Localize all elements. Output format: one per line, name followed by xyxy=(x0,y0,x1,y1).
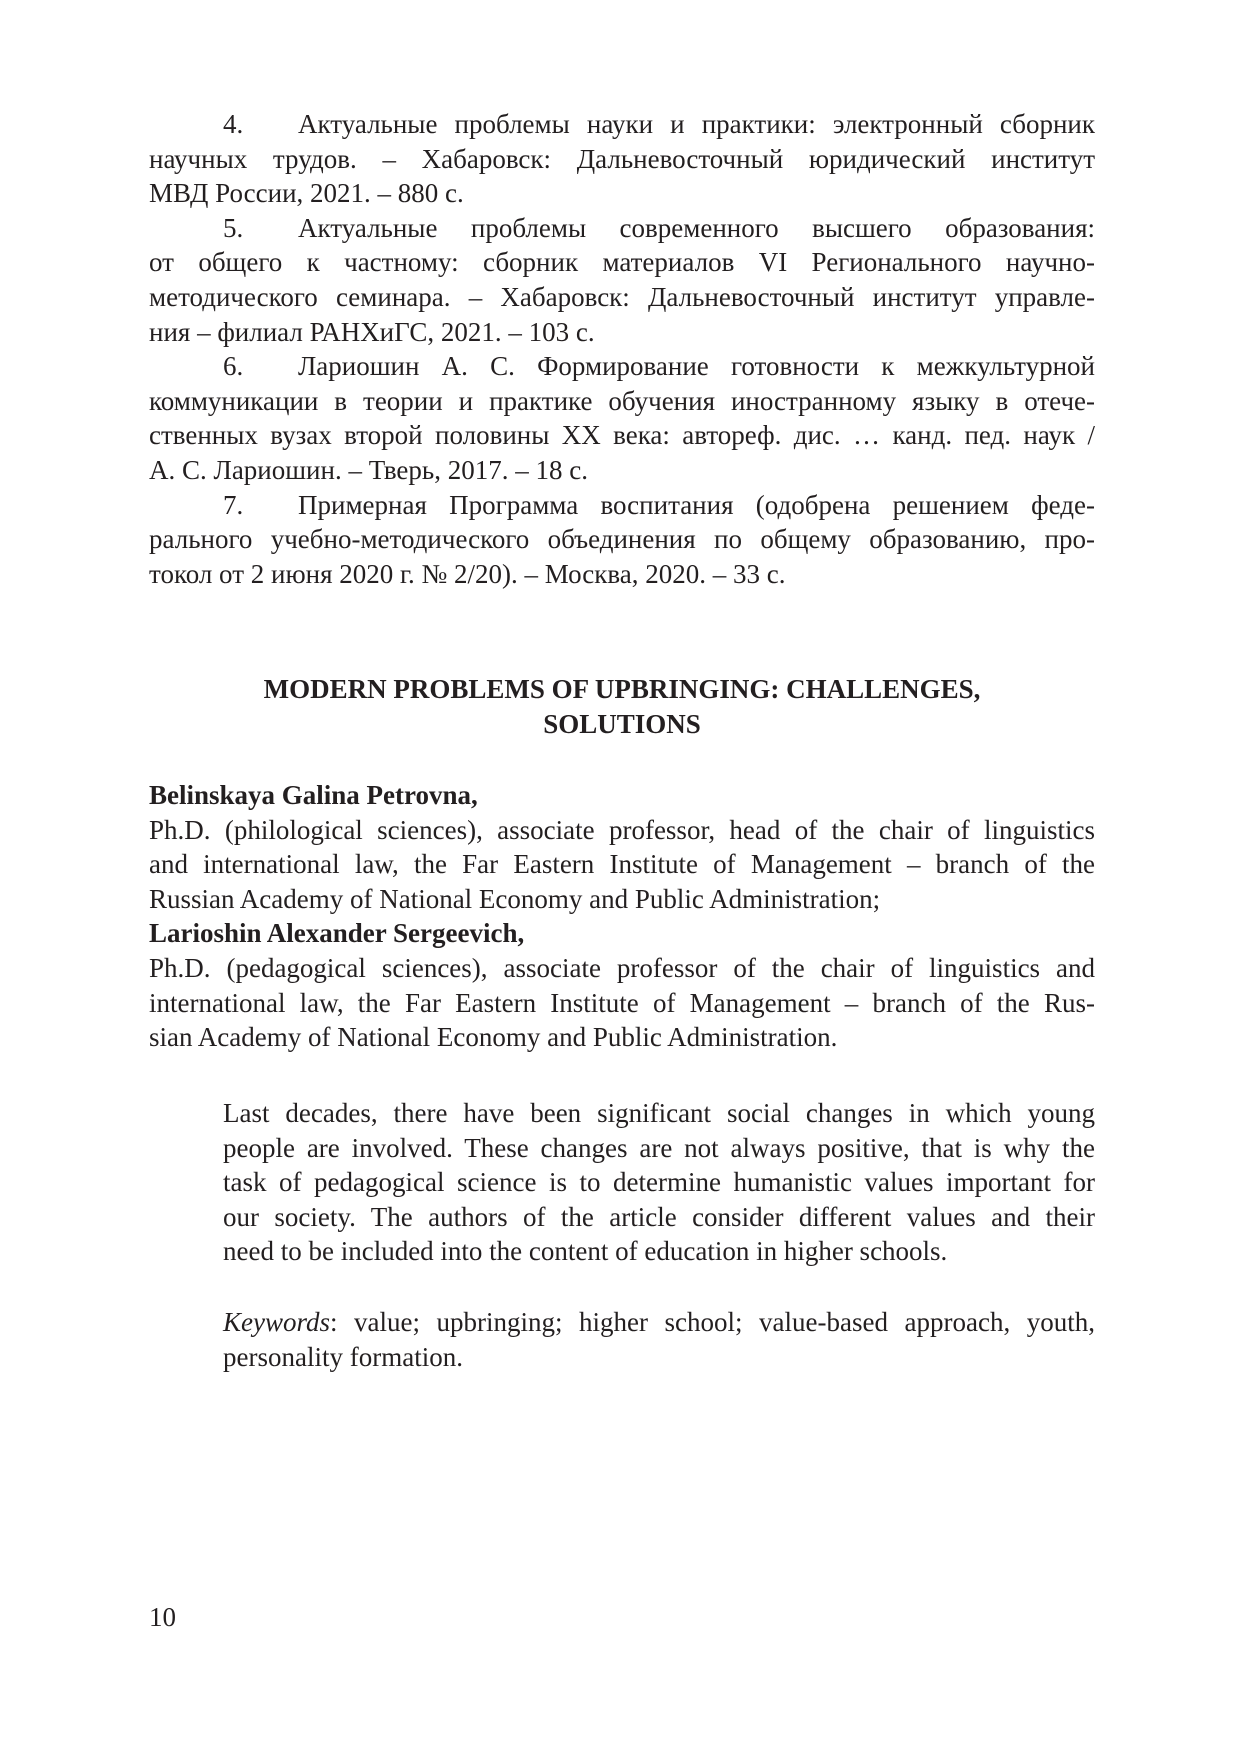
reference-text: ственных вузах второй половины XX века: автореф. дис. … канд. пед. наук / xyxy=(149,420,1095,451)
abstract-line: need to be included into the content of education in higher schools. xyxy=(223,1236,948,1267)
reference-text: МВД России, 2021. – 880 с. xyxy=(149,178,464,209)
reference-number: 7. xyxy=(223,489,244,520)
reference-text: Примерная Программа воспитания (одобрена решением феде- xyxy=(298,489,1095,520)
author-block xyxy=(149,778,1095,1055)
keywords-line xyxy=(223,1305,1095,1340)
reference-text: методического семинара. – Хабаровск: Дальневосточный институт управле- xyxy=(149,281,1095,312)
reference-text: от общего к частному: сборник материалов VI Регионального научно- xyxy=(149,247,1095,278)
author-name: Belinskaya Galina Petrovna, xyxy=(149,780,478,810)
abstract-line: people are involved. These changes are not always positive, that is why the xyxy=(223,1132,1095,1163)
abstract-line: our society. The authors of the article consider different values and their xyxy=(223,1201,1095,1232)
author-affiliation: Ph.D. (philological sciences), associate professor, head of the chair of linguistics xyxy=(149,814,1095,845)
keywords-label: Keywords xyxy=(223,1307,330,1337)
reference-text: токол от 2 июня 2020 г. № 2/20). – Москва, 2020. – 33 с. xyxy=(149,558,786,589)
abstract-line: task of pedagogical science is to determine humanistic values important for xyxy=(223,1167,1095,1198)
author-affiliation: international law, the Far Eastern Institute of Management – branch of the Rus- xyxy=(149,987,1095,1018)
author-affiliation: sian Academy of National Economy and Public Administration. xyxy=(149,1022,838,1053)
reference-line xyxy=(149,349,1095,384)
keywords xyxy=(223,1305,1095,1374)
author-affiliation: Russian Academy of National Economy and Public Administration; xyxy=(149,883,881,914)
page-number: 10 xyxy=(149,1602,176,1632)
author-name: Larioshin Alexander Sergeevich, xyxy=(149,918,525,949)
reference-text: научных трудов. – Хабаровск: Дальневосточный юридический институт xyxy=(149,143,1095,174)
article-title-line: SOLUTIONS xyxy=(543,708,701,739)
reference-line xyxy=(149,211,1095,246)
abstract-line: Last decades, there have been significant social changes in which young xyxy=(223,1098,1095,1128)
reference-line xyxy=(149,107,1095,142)
reference-text: коммуникации в теории и практике обучения иностранному языку в отече- xyxy=(149,385,1095,416)
keywords-text: : value; upbringing; higher school; value-based approach, youth, xyxy=(330,1307,1095,1337)
reference-item xyxy=(149,211,1095,349)
article-title-line: MODERN PROBLEMS OF UPBRINGING: CHALLENGES, xyxy=(263,674,981,704)
article-title xyxy=(149,672,1095,741)
reference-text: Актуальные проблемы современного высшего образования: xyxy=(298,212,1095,243)
reference-line xyxy=(149,488,1095,523)
author-affiliation: Ph.D. (pedagogical sciences), associate professor of the chair of linguistics and xyxy=(149,952,1095,983)
reference-text: рального учебно-методического объединения по общему образованию, про- xyxy=(149,524,1095,555)
reference-text: Лариошин А. С. Формирование готовности к межкультурной xyxy=(298,351,1095,382)
author-affiliation: and international law, the Far Eastern Institute of Management – branch of the xyxy=(149,849,1095,880)
reference-item xyxy=(149,107,1095,211)
reference-number: 4. xyxy=(223,109,244,139)
reference-number: 6. xyxy=(223,351,244,382)
reference-item xyxy=(149,488,1095,592)
reference-text: А. С. Лариошин. – Тверь, 2017. – 18 с. xyxy=(149,454,588,485)
reference-text: Актуальные проблемы науки и практики: электронный сборник xyxy=(298,109,1095,139)
keywords-text: personality formation. xyxy=(223,1341,463,1372)
reference-number: 5. xyxy=(223,212,244,243)
reference-text: ния – филиал РАНХиГС, 2021. – 103 с. xyxy=(149,316,595,347)
reference-list xyxy=(149,107,1095,591)
reference-item xyxy=(149,349,1095,487)
abstract xyxy=(223,1096,1095,1269)
